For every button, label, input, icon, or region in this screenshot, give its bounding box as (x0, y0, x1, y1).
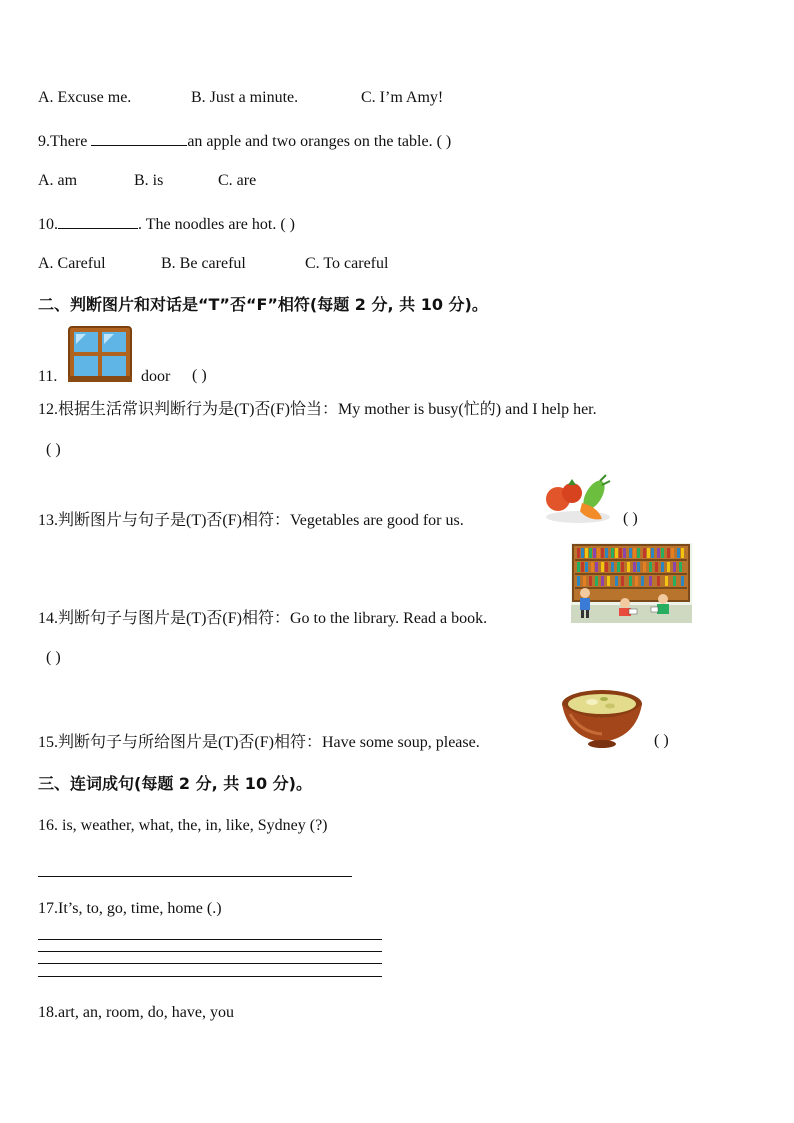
q8-option-a: A. Excuse me. (38, 89, 132, 106)
q10-option-a: A. Careful (38, 255, 106, 272)
window-image (68, 326, 132, 382)
q9-paren[interactable]: ( ) (436, 133, 452, 150)
q12-paren[interactable]: ( ) (46, 441, 61, 458)
q16-question: 16. is, weather, what, the, in, like, Sydney (?) (38, 817, 328, 834)
q11-text: door (141, 368, 171, 385)
q9-number: 9. (38, 133, 50, 150)
q16-answer-line[interactable] (38, 876, 352, 877)
q9-option-b: B. is (134, 172, 164, 189)
q11-paren[interactable]: ( ) (192, 367, 207, 384)
q14-question: 14.判断句子与图片是(T)否(F)相符：Go to the library. Read a book. (38, 610, 488, 627)
section-2-title: 二、判断图片和对话是“T”否“F”相符(每题 2 分, 共 10 分)。 (38, 295, 488, 314)
soup-bowl-image (560, 686, 644, 750)
q10-option-c: C. To careful (305, 255, 389, 272)
q9-after: an apple and two oranges on the table. (187, 133, 433, 150)
q10-after: . The noodles are hot. (138, 216, 277, 233)
q15-question: 15.判断句子与所给图片是(T)否(F)相符：Have some soup, please. (38, 734, 480, 751)
vegetables-image (542, 473, 614, 525)
q10-option-b: B. Be careful (161, 255, 246, 272)
q17-question: 17.It’s, to, go, time, home (.) (38, 900, 222, 917)
q12-question: 12.根据生活常识判断行为是(T)否(F)恰当：My mother is busy(忙的) and I help her. (38, 401, 597, 418)
q11-number: 11. (38, 368, 58, 385)
q13-paren[interactable]: ( ) (623, 510, 638, 527)
q9-question (38, 130, 451, 152)
library-image (571, 543, 692, 623)
q9-option-a: A. am (38, 172, 78, 189)
q17-answer-line-2[interactable] (38, 951, 382, 952)
q8-option-b: B. Just a minute. (191, 89, 299, 106)
q8-option-c: C. I’m Amy! (361, 89, 444, 106)
q14-paren[interactable]: ( ) (46, 649, 61, 666)
q10-blank[interactable] (58, 213, 138, 229)
q9-option-c: C. are (218, 172, 257, 189)
q13-question: 13.判断图片与句子是(T)否(F)相符：Vegetables are good for us. (38, 512, 464, 529)
section-3-title: 三、连词成句(每题 2 分, 共 10 分)。 (38, 774, 312, 793)
q10-paren[interactable]: ( ) (280, 216, 295, 233)
q9-blank[interactable] (91, 130, 187, 146)
q17-answer-line-4[interactable] (38, 976, 382, 977)
q18-question: 18.art, an, room, do, have, you (38, 1004, 234, 1021)
q9-before: There (50, 133, 88, 150)
q10-question (38, 213, 295, 235)
q17-answer-line-1[interactable] (38, 939, 382, 940)
q17-answer-line-3[interactable] (38, 963, 382, 964)
q10-number: 10. (38, 216, 58, 233)
q15-paren[interactable]: ( ) (654, 732, 669, 749)
